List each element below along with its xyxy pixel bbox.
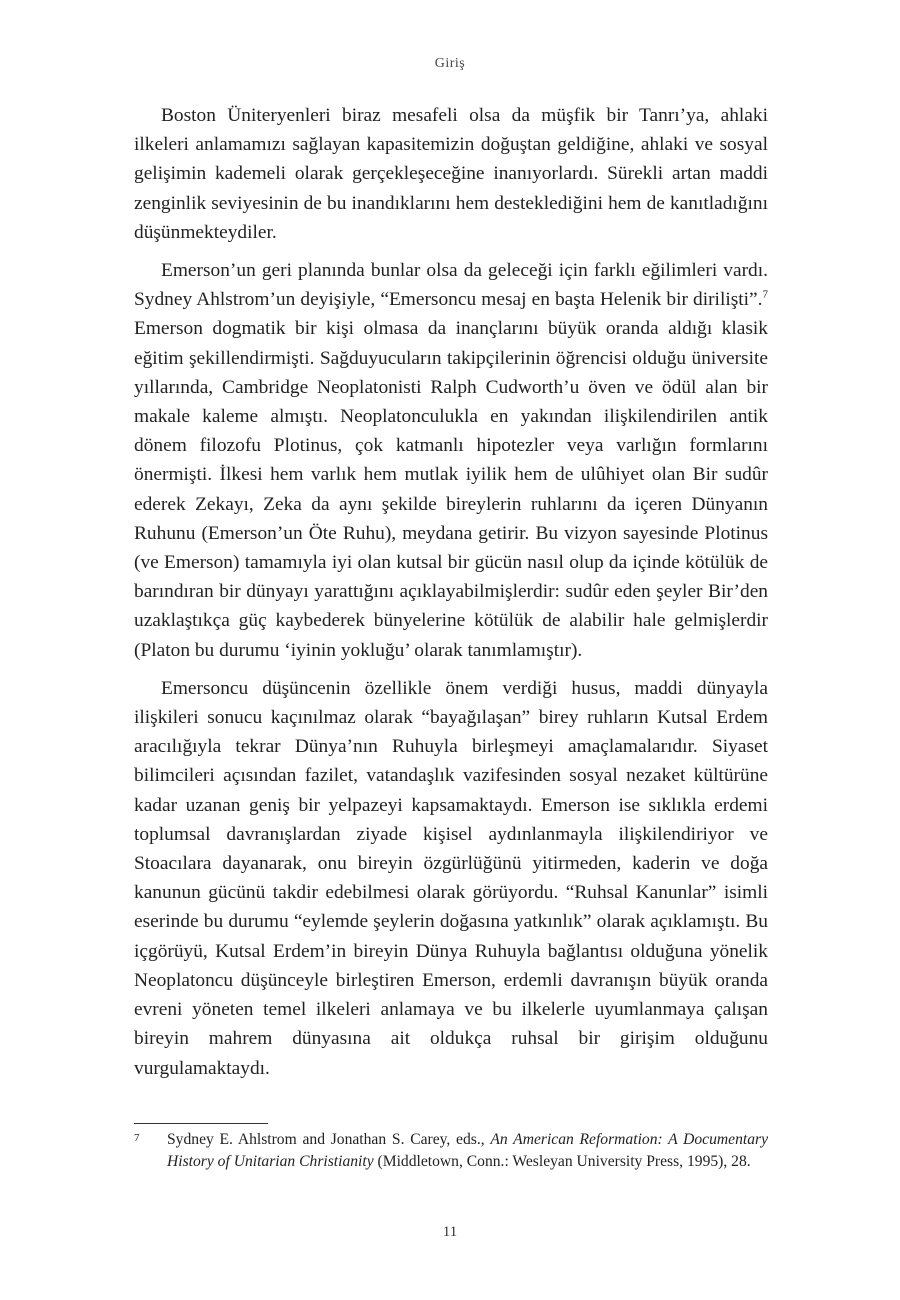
footnote-authors: Sydney E. Ahlstrom and Jonathan S. Carey, eds., [167,1131,491,1148]
page-number: 11 [442,1224,458,1240]
footnote-book-title: An American Reformation: A Documentary History of Unitarian Christianity [167,1131,768,1170]
footnote-divider [134,1123,268,1124]
running-head: Giriş [434,56,466,71]
paragraph-2 [134,256,768,665]
footnote-text [167,1129,768,1173]
footnote-reference[interactable]: 7 [762,288,768,301]
footnote-number: 7 [134,1132,140,1144]
paragraph-1: Boston Üniteryenleri biraz mesafeli olsa da müşfik bir Tanrı’ya, ahlaki ilkeleri anlamamızı sağlayan kapasitemizin doğuştan geldiğine, ahlaki ve sosyal gelişimin kademeli olarak gerçekleşeceğine inanıyorlardı. Sürekli artan maddi zenginlik seviyesinin de bu inandıklarını hem desteklediğini hem de kanıtladığını düşünmekteydiler. [134,105,768,243]
paragraph-2-part-1: Emerson’un geri planında bunlar olsa da geleceği için farklı eğilimleri vardı. Sydney Ahlstrom’un deyişiyle, “Emersoncu mesaj en başta Helenik bir dirilişti”. [134,260,768,311]
main-text [134,101,768,1092]
footnote-publication: (Middletown, Conn.: Wesleyan University Press, 1995), 28. [373,1153,751,1170]
footnote [134,1129,768,1173]
paragraph-2-part-2: Emerson dogmatik bir kişi olmasa da inançlarını büyük oranda aldığı klasik eğitim şekillendirmişti. Sağduyucuların takipçilerinin öğrencisi olduğu üniversite yıllarında, Cambridge Neoplatonisti Ralph Cudworth’u öven ve ödül alan bir makale kaleme almıştı. Neoplatonculukla en yakından ilişkilendirilen antik dönem filozofu Plotinus, çok katmanlı hipotezler veya varlığın formlarını önermişti. İlkesi hem varlık hem mutlak iyilik hem de ulûhiyet olan Bir sudûr ederek Zekayı, Zeka da aynı şekilde bireylerin ruhlarını da içeren Dünyanın Ruhunu (Emerson’un Öte Ruhu), meydana getirir. Bu vizyon sayesinde Plotinus (ve Emerson) tamamıyla iyi olan kutsal bir gücün nasıl olup da içinde kötülük de barındıran bir dünyayı yarattığını açıklayabilmişlerdir: sudûr eden şeyler Bir’den uzaklaştıkça güç kaybederek bünyelerine kötülük de alabilir hale gelmişlerdir (Platon bu durumu ‘iyinin yokluğu’ olarak tanımlamıştır). [134,318,768,661]
paragraph-3: Emersoncu düşüncenin özellikle önem verdiği husus, maddi dünyayla ilişkileri sonucu kaçınılmaz olarak “bayağılaşan” birey ruhların Kutsal Erdem aracılığıyla tekrar Dünya’nın Ruhuyla birleşmeyi amaçlamalarıdır. Siyaset bilimcileri açısından fazilet, vatandaşlık vazifesinden sosyal nezaket kültürüne kadar uzanan geniş bir yelpazeyi kapsamaktaydı. Emerson ise sıklıkla erdemi toplumsal davranışlardan ziyade kişisel aydınlanmayla ilişkilendiriyor ve Stoacılara dayanarak, onu bireyin özgürlüğünü yitirmeden, kaderin ve doğa kanunun gücünü takdir edebilmesi olarak görüyordu. “Ruhsal Kanunlar” isimli eserinde bu durumu “eylemde şeylerin doğasına yatkınlık” olarak açıklamıştı. Bu içgörüyü, Kutsal Erdem’in bireyin Dünya Ruhuyla bağlantısı olduğuna yönelik Neoplatoncu düşünceyle birleştiren Emerson, erdemli davranışın büyük oranda evreni yöneten temel ilkeleri anlamaya ve bu ilkelerle uyumlanmaya çalışan bireyin mahrem dünyasına ait oldukça ruhsal bir girişim olduğunu vurgulamaktaydı. [134,677,768,1079]
